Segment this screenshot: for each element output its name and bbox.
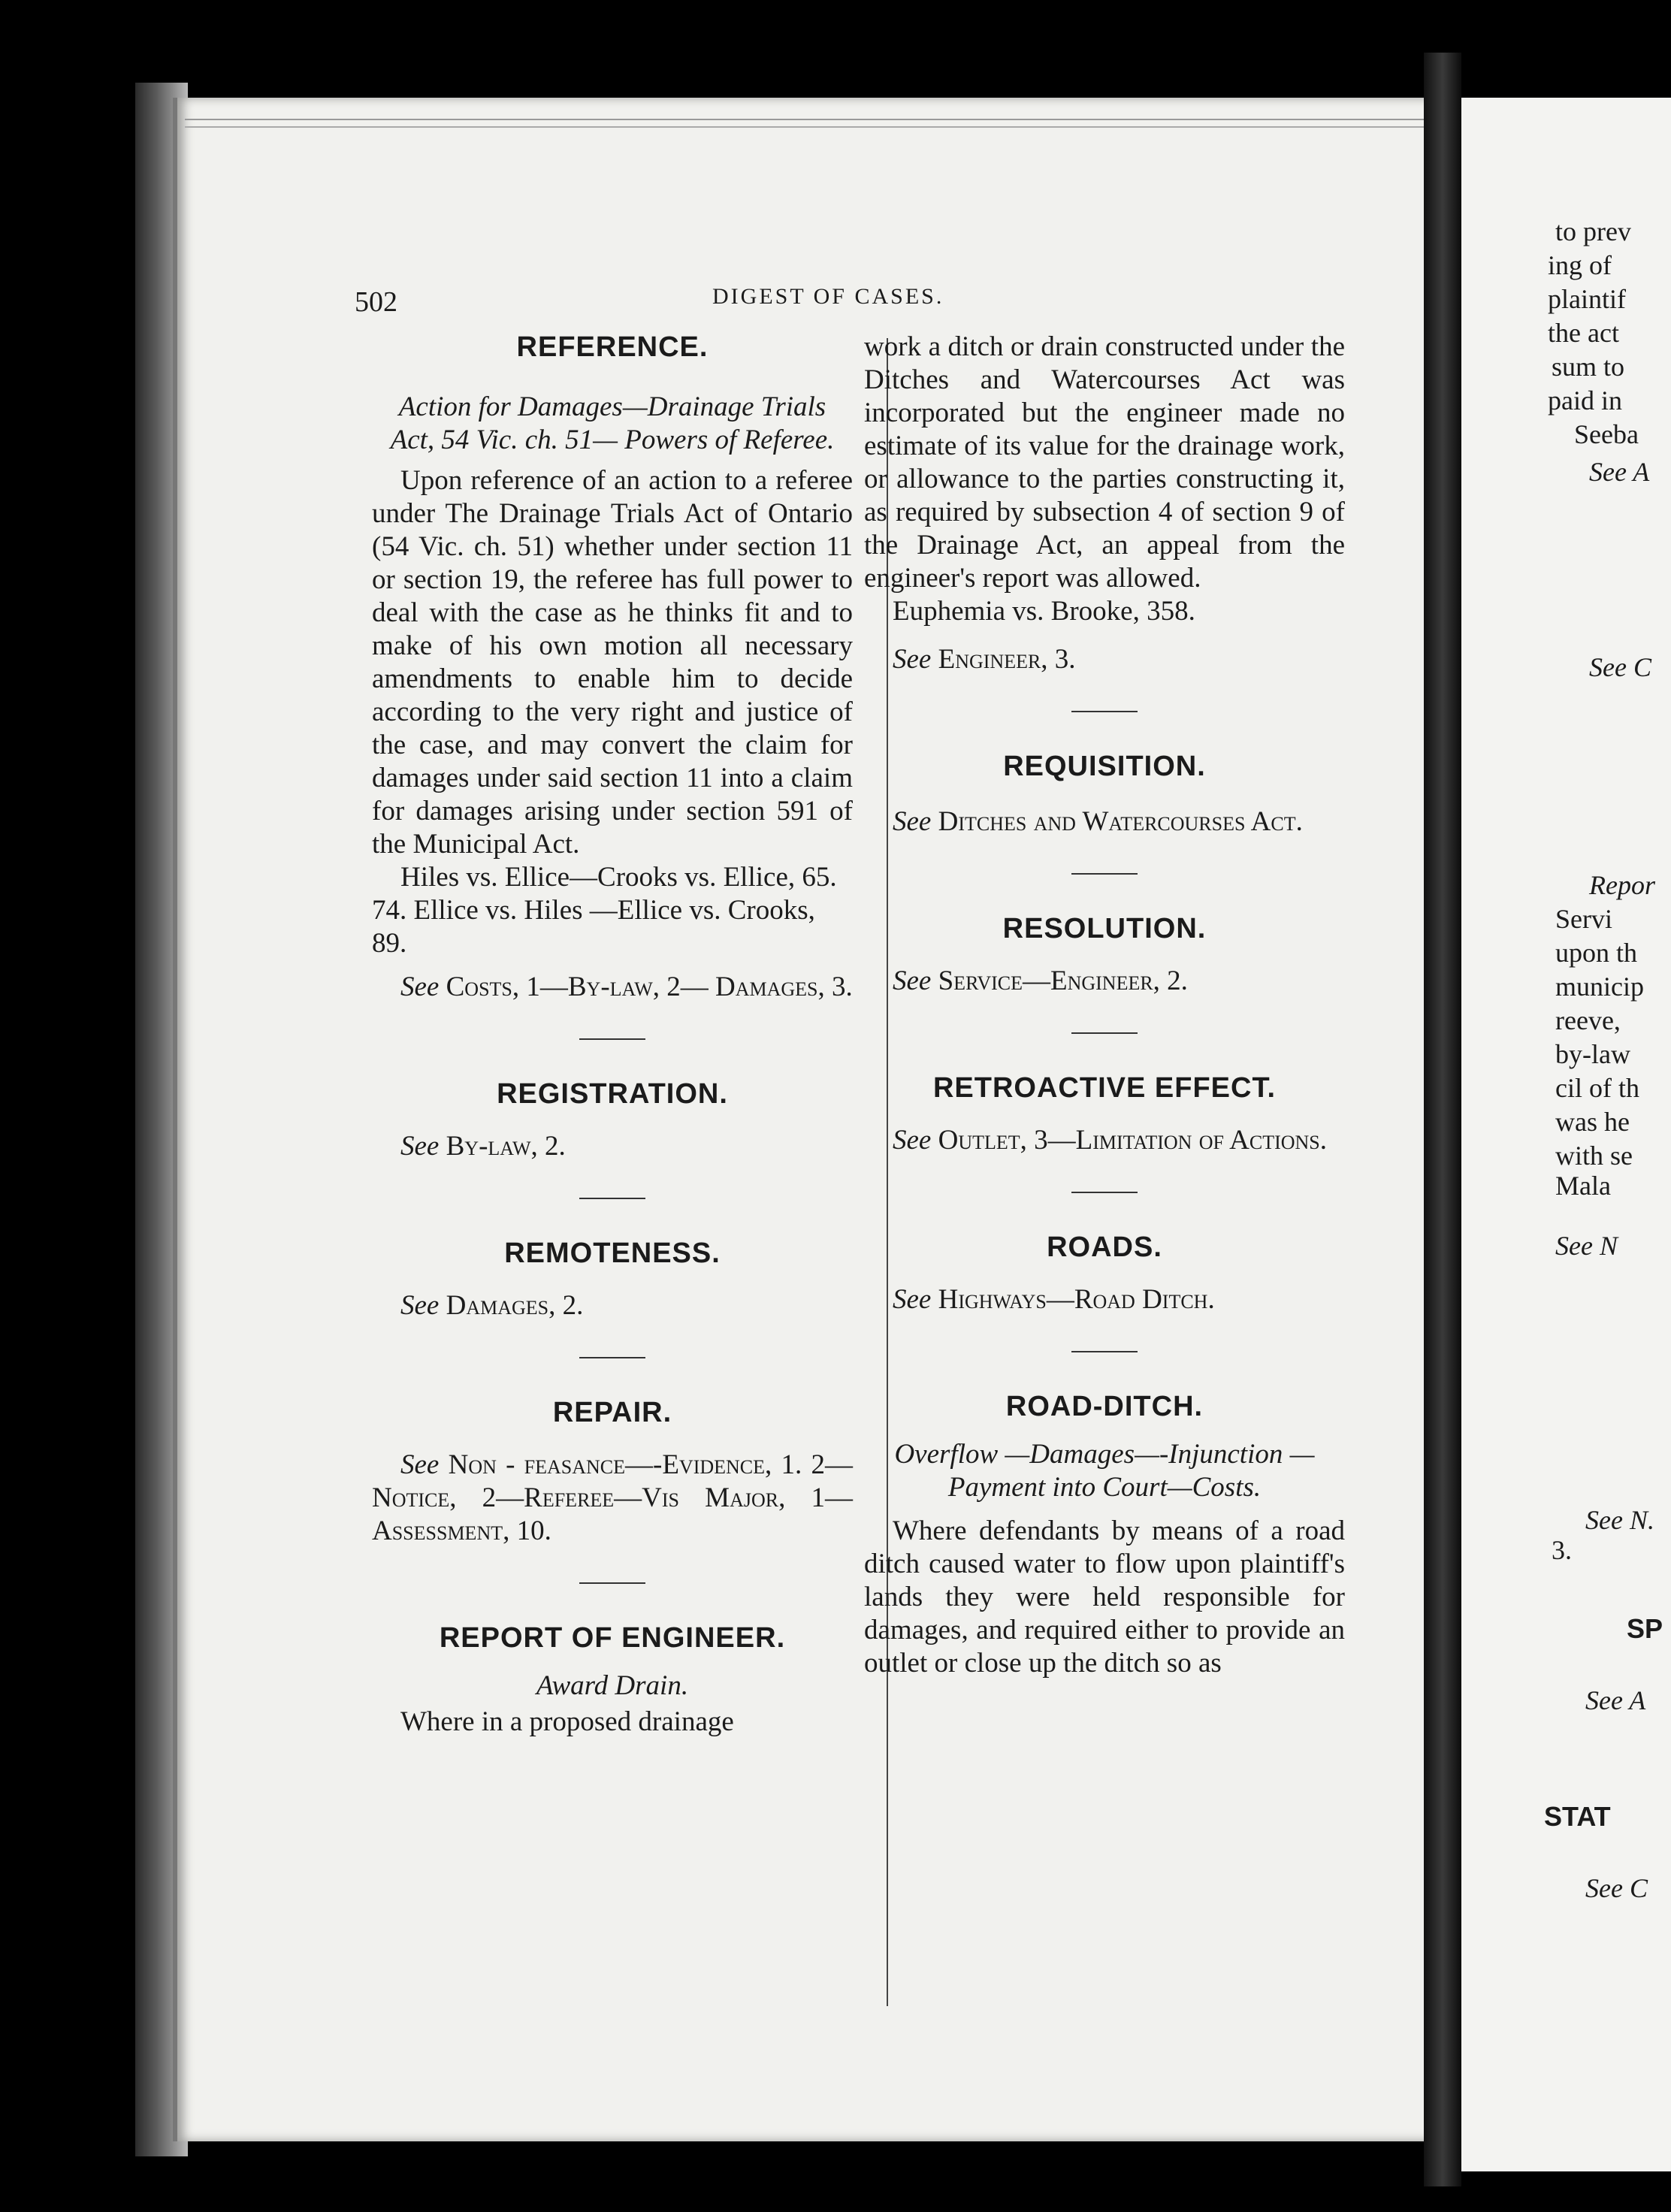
entry-remoteness: [372, 1237, 853, 1322]
entry-reference: [372, 331, 853, 1004]
body-reference: Upon reference of an action to a referee under The Drainage Trials Act of Ontario (54 Vic. ch. 51) whether under section 11 or section 19, the referee has full power to deal with the case as he thinks fit and to make of his own motion all necessary amendments to enable him to decide according to the very right and justice of the case, and may convert the claim for damages under said section 11 into a claim for damages arising under section 591 of the Municipal Act.: [372, 465, 853, 860]
facing-page-fragment: Seeba: [1574, 419, 1639, 449]
right-column: [864, 331, 1345, 1680]
facing-page-fragment: cil of th: [1555, 1073, 1639, 1103]
see-target: Engineer, 3.: [938, 644, 1076, 675]
heading-reference: REFERENCE.: [516, 331, 709, 363]
see-word: See: [893, 1284, 932, 1315]
facing-page-fragment: upon th: [1555, 938, 1638, 968]
facing-page-fragment: See A: [1585, 1685, 1646, 1715]
heading-report-of-engineer: REPORT OF ENGINEER.: [439, 1622, 786, 1654]
facing-page-fragment: SP: [1627, 1613, 1663, 1644]
entry-report-of-engineer: [372, 1621, 853, 1739]
section-rule: [579, 1582, 645, 1584]
facing-page-fragment: reeve,: [1555, 1005, 1621, 1035]
section-rule: [1071, 873, 1138, 875]
see-target: Highways—Road Ditch.: [938, 1284, 1215, 1315]
facing-page-fragment: the act: [1548, 318, 1619, 348]
see-retroactive-effect: [864, 1124, 1345, 1157]
book-gutter: [1424, 53, 1461, 2186]
see-word: See: [893, 965, 932, 996]
section-rule: [1071, 711, 1138, 712]
page-number: 502: [355, 286, 397, 318]
running-head: DIGEST OF CASES.: [712, 284, 944, 309]
section-rule: [1071, 1032, 1138, 1034]
see-target: Service—Engineer, 2.: [938, 965, 1188, 996]
section-rule: [1071, 1192, 1138, 1193]
entry-roads: [864, 1231, 1345, 1316]
heading-requisition: REQUISITION.: [1003, 751, 1206, 782]
facing-page-fragment: ing of: [1548, 250, 1612, 280]
entry-registration: [372, 1077, 853, 1163]
facing-page-fragment: See N.: [1585, 1505, 1654, 1535]
see-word: See: [400, 1449, 440, 1480]
section-rule: [1071, 1351, 1138, 1352]
entry-retroactive-effect: [864, 1071, 1345, 1157]
facing-page-fragment: sum to: [1552, 352, 1625, 382]
facing-page-fragment: Mala: [1555, 1171, 1611, 1201]
see-report-continued: [864, 643, 1345, 676]
facing-page-fragment: See C: [1589, 652, 1651, 682]
heading-remoteness: REMOTENESS.: [504, 1237, 721, 1269]
facing-page-fragment: STAT: [1544, 1801, 1611, 1832]
body-report-of-engineer: Where in a proposed drainage: [400, 1706, 734, 1737]
body-report-continued: work a ditch or drain constructed under the Ditches and Watercourses Act was incorporated but the engineer made no estimate of its value for the drainage work, or allowance to the parties constructing it, as required by subsection 4 of section 9 of the Drainage Act, an appeal from the engineer's report was allowed.: [864, 331, 1345, 594]
facing-page: [1461, 98, 1671, 2171]
page-top-border: [185, 119, 1432, 128]
heading-resolution: RESOLUTION.: [1002, 913, 1207, 944]
facing-page-fragment: See N: [1555, 1231, 1618, 1261]
heading-roads: ROADS.: [1047, 1231, 1162, 1263]
subtitle-reference: Action for Damages—Drainage Trials Act, 54 Vic. ch. 51— Powers of Referee.: [390, 391, 835, 455]
facing-page-fragment: plaintif: [1548, 284, 1626, 314]
see-word: See: [893, 806, 932, 837]
heading-repair: REPAIR.: [552, 1397, 672, 1428]
see-target: Non - feasance—-Evidence, 1. 2—Notice, 2—Referee—Vis Major, 1—Assessment, 10.: [372, 1449, 853, 1546]
see-word: See: [400, 972, 440, 1002]
see-remoteness: [372, 1289, 853, 1322]
facing-page-fragment: Servi: [1555, 904, 1612, 934]
facing-page-fragment: See A: [1589, 457, 1650, 487]
see-word: See: [893, 1125, 932, 1156]
see-word: See: [400, 1290, 440, 1321]
cite-reference: Hiles vs. Ellice—Crooks vs. Ellice, 65. 74. Ellice vs. Hiles —Ellice vs. Crooks, 89.: [372, 862, 837, 959]
see-target: By-law, 2.: [446, 1131, 566, 1162]
entry-requisition: [864, 750, 1345, 839]
see-target: Ditches and Watercourses Act.: [938, 806, 1303, 837]
see-registration: [372, 1130, 853, 1163]
see-resolution: [864, 965, 1345, 998]
section-rule: [579, 1038, 645, 1040]
see-reference: [372, 971, 853, 1004]
facing-page-fragment: was he: [1555, 1107, 1630, 1137]
facing-page-fragment: Repor: [1589, 870, 1655, 900]
entry-report-continued: [864, 331, 1345, 676]
facing-page-fragment: paid in: [1548, 385, 1622, 416]
see-target: Outlet, 3—Limitation of Actions.: [938, 1125, 1328, 1156]
heading-registration: REGISTRATION.: [497, 1078, 728, 1110]
see-target: Damages, 2.: [446, 1290, 584, 1321]
facing-page-fragment: by-law: [1555, 1039, 1630, 1069]
see-word: See: [893, 644, 932, 675]
subtitle-report-of-engineer: Award Drain.: [536, 1670, 689, 1701]
see-target: Costs, 1—By-law, 2— Damages, 3.: [446, 972, 853, 1002]
body-road-ditch: Where defendants by means of a road ditch caused water to flow upon plaintiff's lands they were held responsible for damages, and required either to provide an outlet or close up the ditch so as: [864, 1515, 1345, 1679]
entry-road-ditch: [864, 1390, 1345, 1680]
heading-retroactive-effect: RETROACTIVE EFFECT.: [932, 1072, 1277, 1104]
entry-resolution: [864, 912, 1345, 998]
see-requisition: [864, 805, 1345, 839]
facing-page-fragment: See C: [1585, 1873, 1648, 1903]
facing-page-fragment: with se: [1555, 1141, 1633, 1171]
facing-page-fragment: municip: [1555, 972, 1644, 1002]
section-rule: [579, 1198, 645, 1199]
see-word: See: [400, 1131, 440, 1162]
section-rule: [579, 1357, 645, 1358]
cite-report-continued: Euphemia vs. Brooke, 358.: [893, 596, 1195, 627]
left-column: [372, 331, 853, 1739]
heading-road-ditch: ROAD-DITCH.: [1005, 1391, 1204, 1422]
facing-page-fragment: 3.: [1552, 1535, 1572, 1565]
subtitle-road-ditch: Overflow —Damages—-Injunction —Payment into Court—Costs.: [894, 1439, 1315, 1503]
see-repair: [372, 1449, 853, 1548]
entry-repair: [372, 1396, 853, 1548]
facing-page-fragment: to prev: [1555, 216, 1631, 246]
see-roads: [864, 1283, 1345, 1316]
